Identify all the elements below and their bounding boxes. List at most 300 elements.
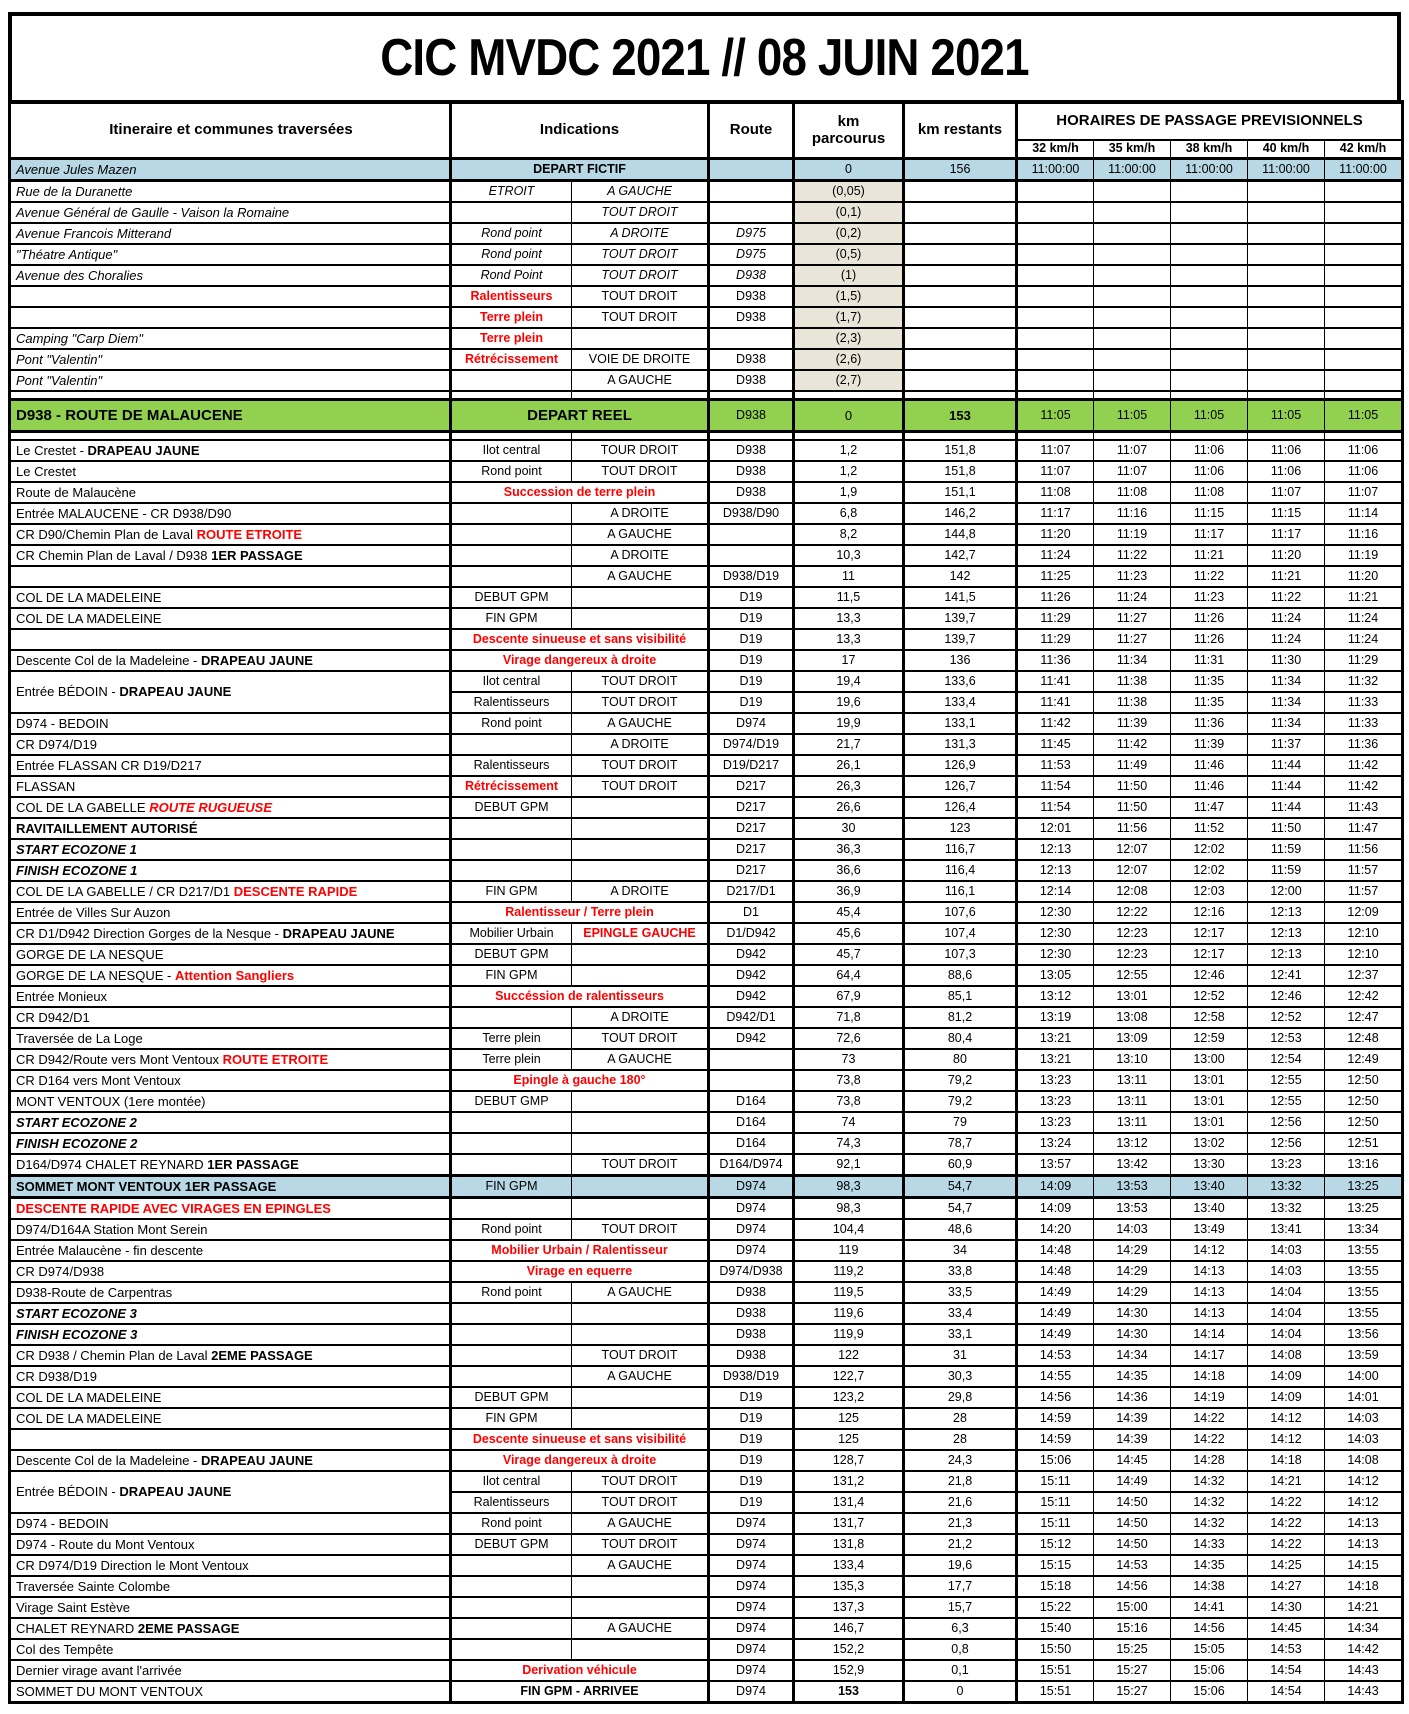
km-restants-cell: 21,6 [904, 1492, 1017, 1513]
time-cell-32 [1017, 181, 1094, 203]
indication1-cell [451, 545, 572, 566]
time-cell-40: 11:50 [1248, 818, 1325, 839]
time-cell-38: 11:39 [1171, 734, 1248, 755]
time-cell-32: 14:49 [1017, 1324, 1094, 1345]
indication2-cell [572, 860, 709, 881]
page-title: CIC MVDC 2021 // 08 JUIN 2021 [380, 29, 1029, 87]
time-cell-32: 15:22 [1017, 1597, 1094, 1618]
itinerary-cell: Avenue Francois Mitterand [10, 223, 451, 244]
km-parcourus-cell: 8,2 [794, 524, 904, 545]
indication1-cell: Rond point [451, 223, 572, 244]
indication2-cell: TOUT DROIT [572, 1471, 709, 1492]
indication2-cell: A DROITE [572, 503, 709, 524]
itinerary-cell: FLASSAN [10, 776, 451, 797]
time-cell-42: 12:09 [1325, 902, 1403, 923]
time-cell-35: 12:55 [1094, 965, 1171, 986]
km-restants-cell [904, 307, 1017, 328]
time-cell-38: 13:30 [1171, 1154, 1248, 1176]
route-cell: D942 [709, 944, 794, 965]
time-cell-35 [1094, 391, 1171, 400]
time-cell-35: 11:49 [1094, 755, 1171, 776]
km-parcourus-cell: 30 [794, 818, 904, 839]
km-parcourus-cell: 104,4 [794, 1219, 904, 1240]
indication1-cell: Rond point [451, 461, 572, 482]
indication2-cell [572, 1408, 709, 1429]
km-parcourus-cell: 13,3 [794, 629, 904, 650]
time-cell-42 [1325, 349, 1403, 370]
time-cell-35: 12:23 [1094, 923, 1171, 944]
time-cell-35: 13:10 [1094, 1049, 1171, 1070]
time-cell-35: 12:07 [1094, 860, 1171, 881]
time-cell-35: 14:39 [1094, 1408, 1171, 1429]
itinerary-cell: CR D974/D938 [10, 1261, 451, 1282]
time-cell-40: 11:44 [1248, 776, 1325, 797]
time-cell-40: 12:56 [1248, 1112, 1325, 1133]
time-cell-38: 13:02 [1171, 1133, 1248, 1154]
table-row [10, 1261, 1403, 1282]
indication1-cell: Ralentisseurs [451, 692, 572, 713]
itinerary-cell: Entrée BÉDOIN - DRAPEAU JAUNE [10, 1471, 451, 1513]
indication2-cell: TOUT DROIT [572, 202, 709, 223]
time-cell-42: 11:32 [1325, 671, 1403, 692]
km-restants-cell: 151,8 [904, 461, 1017, 482]
indication1-cell: Ilot central [451, 1471, 572, 1492]
km-restants-cell [904, 328, 1017, 349]
km-parcourus-cell: 92,1 [794, 1154, 904, 1176]
time-cell-38: 12:02 [1171, 860, 1248, 881]
km-parcourus-cell: 13,3 [794, 608, 904, 629]
time-cell-38: 15:05 [1171, 1639, 1248, 1660]
time-cell-42: 13:59 [1325, 1345, 1403, 1366]
table-row [10, 671, 1403, 692]
km-parcourus-cell: 152,2 [794, 1639, 904, 1660]
time-cell-38: 11:47 [1171, 797, 1248, 818]
table-row [10, 223, 1403, 244]
indication1-cell [451, 524, 572, 545]
time-cell-35: 14:30 [1094, 1303, 1171, 1324]
indication1-cell [451, 391, 572, 400]
route-cell: D974 [709, 1660, 794, 1681]
route-cell: D938 [709, 286, 794, 307]
route-cell: D942/D1 [709, 1007, 794, 1028]
km-parcourus-cell: (2,3) [794, 328, 904, 349]
time-cell-32: 11:29 [1017, 629, 1094, 650]
route-cell: D938/D19 [709, 566, 794, 587]
table-row [10, 1618, 1403, 1639]
time-cell-32: 11:54 [1017, 797, 1094, 818]
km-restants-cell: 21,3 [904, 1513, 1017, 1534]
itinerary-cell: CR Chemin Plan de Laval / D938 1ER PASSAGE [10, 545, 451, 566]
km-parcourus-cell: 45,6 [794, 923, 904, 944]
time-cell-38: 11:21 [1171, 545, 1248, 566]
time-cell-35: 15:00 [1094, 1597, 1171, 1618]
time-cell-42: 13:55 [1325, 1282, 1403, 1303]
route-cell [709, 391, 794, 400]
km-parcourus-cell: 119,2 [794, 1261, 904, 1282]
route-cell: D938 [709, 1303, 794, 1324]
time-cell-35: 11:07 [1094, 440, 1171, 461]
indication1-cell: Ilot central [451, 671, 572, 692]
itinerary-cell: Dernier virage avant l'arrivée [10, 1660, 451, 1681]
time-cell-35: 11:50 [1094, 797, 1171, 818]
km-restants-cell: 34 [904, 1240, 1017, 1261]
table-row [10, 860, 1403, 881]
itinerary-cell [10, 629, 451, 650]
time-cell-38: 13:01 [1171, 1091, 1248, 1112]
time-cell-42: 12:49 [1325, 1049, 1403, 1070]
itinerary-cell: Avenue Jules Mazen [10, 159, 451, 181]
itinerary-cell: CR D974/D19 Direction le Mont Ventoux [10, 1555, 451, 1576]
time-cell-38 [1171, 349, 1248, 370]
route-cell: D938 [709, 370, 794, 391]
time-cell-40: 14:45 [1248, 1618, 1325, 1639]
time-cell-32 [1017, 432, 1094, 441]
time-cell-40 [1248, 223, 1325, 244]
time-cell-32: 14:48 [1017, 1261, 1094, 1282]
itinerary-cell: Le Crestet - DRAPEAU JAUNE [10, 440, 451, 461]
route-cell: D938/D90 [709, 503, 794, 524]
itinerary-cell: Pont "Valentin" [10, 370, 451, 391]
time-cell-42: 14:42 [1325, 1639, 1403, 1660]
km-restants-cell: 107,6 [904, 902, 1017, 923]
indication1-cell: Rond point [451, 713, 572, 734]
time-cell-42: 14:12 [1325, 1492, 1403, 1513]
time-cell-42: 11:05 [1325, 400, 1403, 432]
time-cell-32: 13:23 [1017, 1070, 1094, 1091]
indication1-cell [451, 566, 572, 587]
indication-span-cell: Virage en equerre [451, 1261, 709, 1282]
time-cell-32: 14:55 [1017, 1366, 1094, 1387]
time-cell-32: 11:25 [1017, 566, 1094, 587]
time-cell-35: 11:39 [1094, 713, 1171, 734]
table-row [10, 1387, 1403, 1408]
time-cell-32 [1017, 286, 1094, 307]
itinerary-cell: GORGE DE LA NESQUE [10, 944, 451, 965]
itinerary-cell: Pont "Valentin" [10, 349, 451, 370]
time-cell-35: 13:42 [1094, 1154, 1171, 1176]
route-cell: D217 [709, 797, 794, 818]
km-restants-cell: 60,9 [904, 1154, 1017, 1176]
time-cell-35: 14:53 [1094, 1555, 1171, 1576]
table-row [10, 650, 1403, 671]
table-header [10, 102, 1403, 159]
time-cell-35: 11:19 [1094, 524, 1171, 545]
time-cell-40: 12:54 [1248, 1049, 1325, 1070]
time-cell-32: 11:00:00 [1017, 159, 1094, 181]
time-cell-35 [1094, 370, 1171, 391]
km-restants-cell: 142 [904, 566, 1017, 587]
km-parcourus-cell: 123,2 [794, 1387, 904, 1408]
time-cell-32: 14:09 [1017, 1176, 1094, 1198]
km-parcourus-cell: 45,7 [794, 944, 904, 965]
km-restants-cell [904, 349, 1017, 370]
time-cell-42: 11:57 [1325, 881, 1403, 902]
time-cell-40: 12:52 [1248, 1007, 1325, 1028]
km-parcourus-cell: (0,5) [794, 244, 904, 265]
itinerary-cell: Rue de la Duranette [10, 181, 451, 203]
time-cell-42: 11:56 [1325, 839, 1403, 860]
km-restants-cell: 126,4 [904, 797, 1017, 818]
time-cell-32: 13:21 [1017, 1049, 1094, 1070]
time-cell-32: 15:11 [1017, 1513, 1094, 1534]
time-cell-35: 14:34 [1094, 1345, 1171, 1366]
km-restants-cell [904, 391, 1017, 400]
indication1-cell [451, 734, 572, 755]
time-cell-38: 14:12 [1171, 1240, 1248, 1261]
table-row [10, 1070, 1403, 1091]
indication1-cell: FIN GPM [451, 1408, 572, 1429]
time-cell-40: 11:37 [1248, 734, 1325, 755]
indication2-cell [572, 1198, 709, 1220]
time-cell-42: 14:34 [1325, 1618, 1403, 1639]
time-cell-42: 12:51 [1325, 1133, 1403, 1154]
time-cell-32: 13:12 [1017, 986, 1094, 1007]
km-restants-cell: 81,2 [904, 1007, 1017, 1028]
time-cell-42: 12:47 [1325, 1007, 1403, 1028]
time-cell-42: 14:12 [1325, 1471, 1403, 1492]
route-cell: D938 [709, 307, 794, 328]
indication2-cell [572, 1639, 709, 1660]
time-cell-32: 15:50 [1017, 1639, 1094, 1660]
indication-span-cell: Succéssion de ralentisseurs [451, 986, 709, 1007]
km-parcourus-cell: 74,3 [794, 1133, 904, 1154]
route-cell: D974 [709, 1198, 794, 1220]
time-cell-35: 15:16 [1094, 1618, 1171, 1639]
table-row [10, 1049, 1403, 1070]
indication1-cell: DEBUT GMP [451, 1091, 572, 1112]
time-cell-38: 13:01 [1171, 1112, 1248, 1133]
km-parcourus-cell: 119,9 [794, 1324, 904, 1345]
route-cell: D938 [709, 1282, 794, 1303]
time-cell-35: 13:01 [1094, 986, 1171, 1007]
indication1-cell: FIN GPM [451, 608, 572, 629]
km-restants-cell: 21,8 [904, 1471, 1017, 1492]
time-cell-35: 14:50 [1094, 1513, 1171, 1534]
time-cell-32 [1017, 223, 1094, 244]
time-cell-35 [1094, 432, 1171, 441]
indication2-cell [572, 391, 709, 400]
km-parcourus-cell: 21,7 [794, 734, 904, 755]
time-cell-35 [1094, 328, 1171, 349]
route-cell: D19 [709, 1492, 794, 1513]
time-cell-35: 15:25 [1094, 1639, 1171, 1660]
route-cell: D974 [709, 1534, 794, 1555]
time-cell-32 [1017, 265, 1094, 286]
time-cell-38: 11:06 [1171, 461, 1248, 482]
time-cell-40: 11:22 [1248, 587, 1325, 608]
indication-span-cell: Descente sinueuse et sans visibilité [451, 629, 709, 650]
indication-span-cell: Virage dangereux à droite [451, 1450, 709, 1471]
time-cell-38: 11:23 [1171, 587, 1248, 608]
km-restants-cell: 131,3 [904, 734, 1017, 755]
route-cell: D974 [709, 1240, 794, 1261]
indication2-cell [572, 1112, 709, 1133]
time-cell-42: 11:47 [1325, 818, 1403, 839]
time-cell-42: 11:42 [1325, 776, 1403, 797]
itinerary-cell [10, 391, 451, 400]
time-cell-35: 14:29 [1094, 1261, 1171, 1282]
time-cell-42: 11:42 [1325, 755, 1403, 776]
route-cell: D1 [709, 902, 794, 923]
time-cell-35 [1094, 265, 1171, 286]
indication2-cell: A GAUCHE [572, 1618, 709, 1639]
itinerary-cell: D974/D164A Station Mont Serein [10, 1219, 451, 1240]
km-parcourus-cell: 1,2 [794, 461, 904, 482]
km-parcourus-cell: 19,9 [794, 713, 904, 734]
km-parcourus-cell: (0,05) [794, 181, 904, 203]
time-cell-40: 14:08 [1248, 1345, 1325, 1366]
time-cell-42: 11:20 [1325, 566, 1403, 587]
km-parcourus-cell [794, 432, 904, 441]
time-cell-38: 11:06 [1171, 440, 1248, 461]
itinerary-cell: Descente Col de la Madeleine - DRAPEAU JAUNE [10, 1450, 451, 1471]
route-cell: D942 [709, 1028, 794, 1049]
time-cell-42: 11:16 [1325, 524, 1403, 545]
indication2-cell [572, 1091, 709, 1112]
time-cell-40: 14:25 [1248, 1555, 1325, 1576]
km-parcourus-cell: 135,3 [794, 1576, 904, 1597]
itinerary-cell: CR D938 / Chemin Plan de Laval 2EME PASSAGE [10, 1345, 451, 1366]
itinerary-cell: START ECOZONE 2 [10, 1112, 451, 1133]
time-cell-35: 11:00:00 [1094, 159, 1171, 181]
time-cell-42: 12:50 [1325, 1070, 1403, 1091]
time-cell-35 [1094, 349, 1171, 370]
time-cell-42 [1325, 265, 1403, 286]
indication2-cell: A GAUCHE [572, 370, 709, 391]
indication1-cell [451, 1324, 572, 1345]
km-parcourus-cell: 131,2 [794, 1471, 904, 1492]
km-restants-cell [904, 265, 1017, 286]
table-row [10, 545, 1403, 566]
time-cell-35: 11:38 [1094, 692, 1171, 713]
km-restants-cell: 141,5 [904, 587, 1017, 608]
km-parcourus-cell: 1,9 [794, 482, 904, 503]
km-parcourus-cell: 26,6 [794, 797, 904, 818]
time-cell-40 [1248, 391, 1325, 400]
km-parcourus-cell: (1,7) [794, 307, 904, 328]
time-cell-40: 14:54 [1248, 1681, 1325, 1703]
time-cell-40 [1248, 432, 1325, 441]
table-row [10, 1219, 1403, 1240]
time-cell-32: 12:30 [1017, 944, 1094, 965]
time-cell-32 [1017, 307, 1094, 328]
time-cell-32: 11:08 [1017, 482, 1094, 503]
time-cell-35: 11:24 [1094, 587, 1171, 608]
time-cell-38: 14:19 [1171, 1387, 1248, 1408]
time-cell-42: 13:55 [1325, 1303, 1403, 1324]
table-row [10, 1576, 1403, 1597]
indication1-cell [451, 860, 572, 881]
time-cell-38: 12:46 [1171, 965, 1248, 986]
time-cell-40: 11:44 [1248, 797, 1325, 818]
table-row [10, 566, 1403, 587]
route-cell: D938 [709, 349, 794, 370]
route-cell [709, 159, 794, 181]
table-row [10, 1303, 1403, 1324]
km-restants-cell: 139,7 [904, 608, 1017, 629]
time-cell-35: 15:27 [1094, 1681, 1171, 1703]
km-parcourus-cell: 1,2 [794, 440, 904, 461]
itinerary-cell: Entrée Monieux [10, 986, 451, 1007]
itinerary-cell: GORGE DE LA NESQUE - Attention Sangliers [10, 965, 451, 986]
time-cell-42: 11:36 [1325, 734, 1403, 755]
table-row [10, 881, 1403, 902]
time-cell-32: 15:51 [1017, 1660, 1094, 1681]
time-cell-35 [1094, 286, 1171, 307]
km-parcourus-cell: 71,8 [794, 1007, 904, 1028]
route-cell: D217/D1 [709, 881, 794, 902]
itinerary-cell: Avenue des Choralies [10, 265, 451, 286]
indication1-cell: Rond point [451, 1282, 572, 1303]
km-restants-cell: 21,2 [904, 1534, 1017, 1555]
time-cell-38 [1171, 432, 1248, 441]
time-cell-42 [1325, 202, 1403, 223]
route-cell: D974 [709, 1513, 794, 1534]
km-restants-cell: 31 [904, 1345, 1017, 1366]
time-cell-32: 11:41 [1017, 692, 1094, 713]
indication2-cell: A GAUCHE [572, 566, 709, 587]
header-speed-42: 42 km/h [1325, 140, 1403, 159]
table-row [10, 286, 1403, 307]
indication1-cell: DEBUT GPM [451, 944, 572, 965]
time-cell-32: 15:12 [1017, 1534, 1094, 1555]
indication1-cell: Rétrécissement [451, 349, 572, 370]
km-restants-cell [904, 370, 1017, 391]
time-cell-40 [1248, 265, 1325, 286]
indication1-cell [451, 1366, 572, 1387]
itinerary-cell: CR D942/D1 [10, 1007, 451, 1028]
time-cell-38 [1171, 370, 1248, 391]
time-cell-35 [1094, 307, 1171, 328]
time-cell-32 [1017, 391, 1094, 400]
route-cell: D974 [709, 1576, 794, 1597]
km-parcourus-cell: 11 [794, 566, 904, 587]
time-cell-38: 13:40 [1171, 1176, 1248, 1198]
time-cell-32: 13:19 [1017, 1007, 1094, 1028]
time-cell-42: 11:33 [1325, 713, 1403, 734]
itinerary-cell: Traversée Sainte Colombe [10, 1576, 451, 1597]
indication-span-cell: Epingle à gauche 180° [451, 1070, 709, 1091]
time-cell-40: 13:32 [1248, 1198, 1325, 1220]
time-cell-32: 11:26 [1017, 587, 1094, 608]
time-cell-32: 14:20 [1017, 1219, 1094, 1240]
time-cell-42: 14:08 [1325, 1450, 1403, 1471]
table-row [10, 734, 1403, 755]
indication2-cell: A GAUCHE [572, 1366, 709, 1387]
km-restants-cell [904, 202, 1017, 223]
itinerary-cell: START ECOZONE 3 [10, 1303, 451, 1324]
itinerary-cell: MONT VENTOUX (1ere montée) [10, 1091, 451, 1112]
route-cell: D19 [709, 650, 794, 671]
itinerary-cell: D974 - BEDOIN [10, 1513, 451, 1534]
itinerary-cell: "Théatre Antique" [10, 244, 451, 265]
time-cell-42: 13:34 [1325, 1219, 1403, 1240]
time-cell-40: 12:41 [1248, 965, 1325, 986]
km-restants-cell: 116,7 [904, 839, 1017, 860]
itinerary-cell: CR D164 vers Mont Ventoux [10, 1070, 451, 1091]
indication2-cell: A GAUCHE [572, 713, 709, 734]
time-cell-32: 13:23 [1017, 1091, 1094, 1112]
route-table [8, 100, 1404, 1704]
time-cell-42: 11:57 [1325, 860, 1403, 881]
time-cell-32: 14:53 [1017, 1345, 1094, 1366]
table-row [10, 349, 1403, 370]
indication2-cell [572, 818, 709, 839]
time-cell-40: 12:13 [1248, 923, 1325, 944]
time-cell-35: 12:22 [1094, 902, 1171, 923]
time-cell-38 [1171, 244, 1248, 265]
km-parcourus-cell: 131,4 [794, 1492, 904, 1513]
